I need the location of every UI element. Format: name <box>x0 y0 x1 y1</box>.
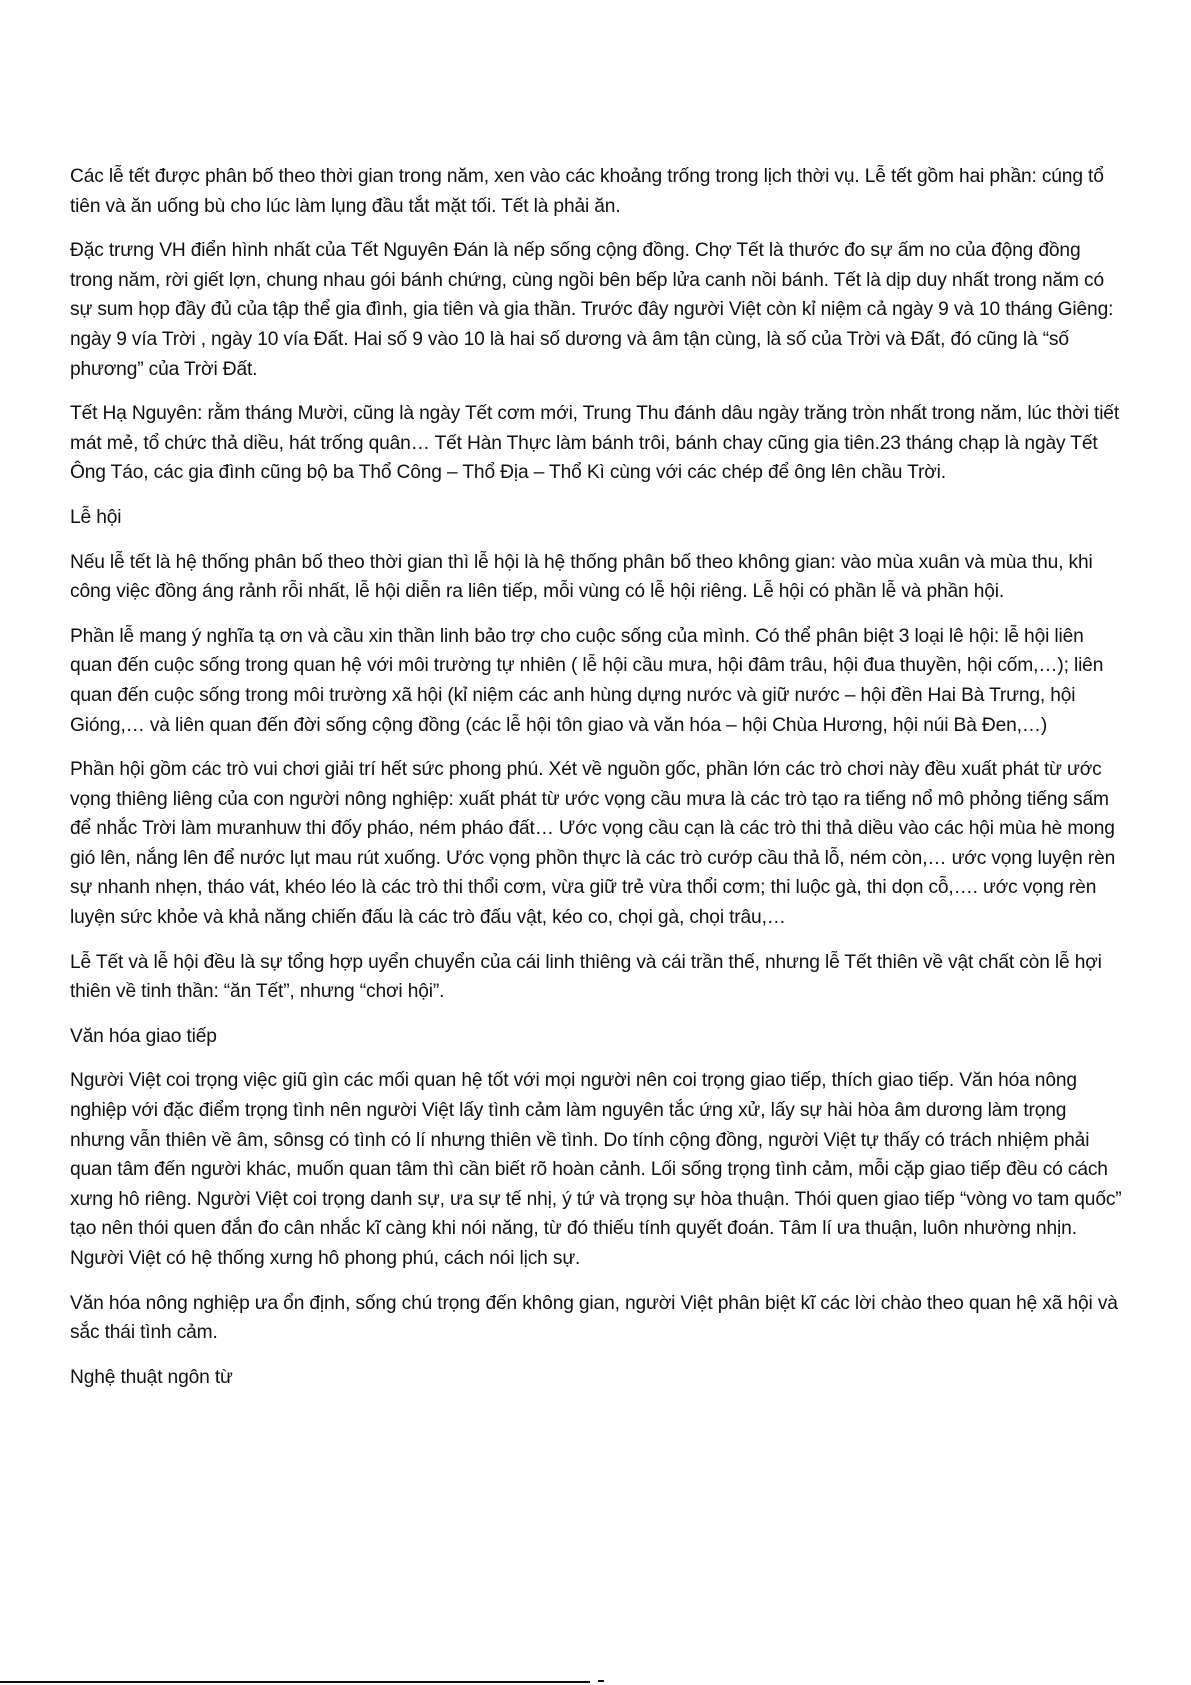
document-body <box>70 162 1122 1407</box>
paragraph-phan-le: Phần lễ mang ý nghĩa tạ ơn và cầu xin thần linh bảo trợ cho cuộc sống của mình. Có thể phân biệt 3 loại lê hội: lễ hội liên quan đến cuộc sống trong quan hệ với môi trường tự nhiên ( lễ hội cầu mưa, hội đâm trâu, hội đua thuyền, hội cốm,…); liên quan đến cuộc sống trong môi trường xã hội (kỉ niệm các anh hùng dựng nước và giữ nước – hội đền Hai Bà Trưng, hội Gióng,… và liên quan đến đời sống cộng đồng (các lễ hội tôn giao và văn hóa – hội Chùa Hương, hội núi Bà Đen,…) <box>70 625 1104 736</box>
paragraph-tet-ha-nguyen: Tết Hạ Nguyên: rằm tháng Mười, cũng là ngày Tết cơm mới, Trung Thu đánh dâu ngày trăng tròn nhất trong năm, lúc thời tiết mát mẻ, tổ chức thả diều, hát trống quân… Tết Hàn Thực làm bánh trôi, bánh chay cũng gia tiên.23 tháng chạp là ngày Tết Ông Táo, các gia đình cũng bộ ba Thổ Công – Thổ Địa – Thổ Kì cùng với các chép để ông lên chầu Trời. <box>70 403 1120 484</box>
section-heading-le-hoi: Lễ hội <box>70 506 122 528</box>
paragraph-le-hoi-khong-gian: Nếu lễ tết là hệ thống phân bố theo thời gian thì lễ hội là hệ thống phân bố theo không gian: vào mùa xuân và mùa thu, khi công việc đồng áng rảnh rỗi nhất, lễ hội diễn ra liên tiếp, mỗi vùng có lễ hội riêng. Lễ hội có phần lễ và phần hội. <box>70 551 1093 603</box>
section-heading-van-hoa-giao-tiep: Văn hóa giao tiếp <box>70 1025 217 1047</box>
footer-rule-mark <box>598 1680 604 1682</box>
paragraph-loi-chao: Văn hóa nông nghiệp ưa ổn định, sống chú trọng đến không gian, người Việt phân biệt kĩ các lời chào theo quan hệ xã hội và sắc thái tình cảm. <box>70 1292 1118 1344</box>
paragraph-tet-nguyen-dan: Đặc trưng VH điển hình nhất của Tết Nguyên Đán là nếp sống cộng đồng. Chợ Tết là thước đo sự ấm no của động đồng trong năm, rời giết lợn, chung nhau gói bánh chứng, cùng ngồi bên bếp lửa canh nồi bánh. Tết là dịp duy nhất trong năm có sự sum họp đầy đủ của tập thể gia đình, gia tiên và gia thần. Trước đây người Việt còn kỉ niệm cả ngày 9 và 10 tháng Giêng: ngày 9 vía Trời , ngày 10 vía Đất. Hai số 9 vào 10 là hai số dương và âm tận cùng, là số của Trời và Đất, đó cũng là “số phương” của Trời Đất. <box>70 240 1114 380</box>
footer-rule <box>0 1681 590 1683</box>
section-heading-nghe-thuat-ngon-tu: Nghệ thuật ngôn từ <box>70 1366 233 1388</box>
paragraph-phan-hoi: Phần hội gồm các trò vui chơi giải trí hết sức phong phú. Xét về nguồn gốc, phần lớn các trò chơi này đều xuất phát từ ước vọng thiêng liêng của con người nông nghiệp: xuất phát từ ước vọng cầu mưa là các trò tạo ra tiếng nổ mô phỏng tiếng sấm để nhắc Trời làm mưanhuw thi đốy pháo, ném pháo đất… Ước vọng cầu cạn là các trò thi thả diều vào các hội mùa hè mong gió lên, nắng lên để nước lụt mau rút xuống. Ước vọng phồn thực là các trò cướp cầu thả lỗ, ném còn,… ước vọng luyện rèn sự nhanh nhẹn, tháo vát, khéo léo là các trò thi thổi cơm, vừa giữ trẻ vừa thổi cơm; thi luộc gà, thi dọn cỗ,…. ước vọng rèn luyện sức khỏe và khả năng chiến đấu là các trò đấu vật, kéo co, chọi gà, chọi trâu,… <box>70 759 1116 929</box>
paragraph-le-tet-va-le-hoi: Lễ Tết và lễ hội đều là sự tổng hợp uyển chuyển của cái linh thiêng và cái trần thế, nhưng lễ Tết thiên về vật chất còn lễ hợi thiên về tinh thần: “ăn Tết”, nhưng “chơi hội”. <box>70 951 1102 1003</box>
paragraph-giao-tiep: Người Việt coi trọng việc giũ gìn các mối quan hệ tốt với mọi người nên coi trọng giao tiếp, thích giao tiếp. Văn hóa nông nghiệp với đặc điểm trọng tình nên người Việt lấy tình cảm làm nguyên tắc ứng xử, lấy sự hài hòa âm dương làm trọng nhưng vẫn thiên về âm, sônsg có tình có lí nhưng thiên về tình. Do tính cộng đồng, người Việt tự thấy có trách nhiệm phải quan tâm đến người khác, muốn quan tâm thì cần biết rõ hoàn cảnh. Lối sống trọng tình cảm, mỗi cặp giao tiếp đều có cách xưng hô riêng. Người Việt coi trọng danh sự, ưa sự tế nhị, ý tứ và trọng sự hòa thuận. Thói quen giao tiếp “vòng vo tam quốc” tạo nên thói quen đắn đo cân nhắc kĩ càng khi nói năng, từ đó thiếu tính quyết đoán. Tâm lí ưa thuận, luôn nhường nhịn. Người Việt có hệ thống xưng hô phong phú, cách nói lịch sự. <box>70 1070 1122 1269</box>
paragraph-le-tet-phan-bo: Các lễ tết được phân bố theo thời gian trong năm, xen vào các khoảng trống trong lịch thời vụ. Lễ tết gồm hai phần: cúng tổ tiên và ăn uống bù cho lúc làm lụng đầu tắt mặt tối. Tết là phải ăn. <box>70 166 1104 217</box>
